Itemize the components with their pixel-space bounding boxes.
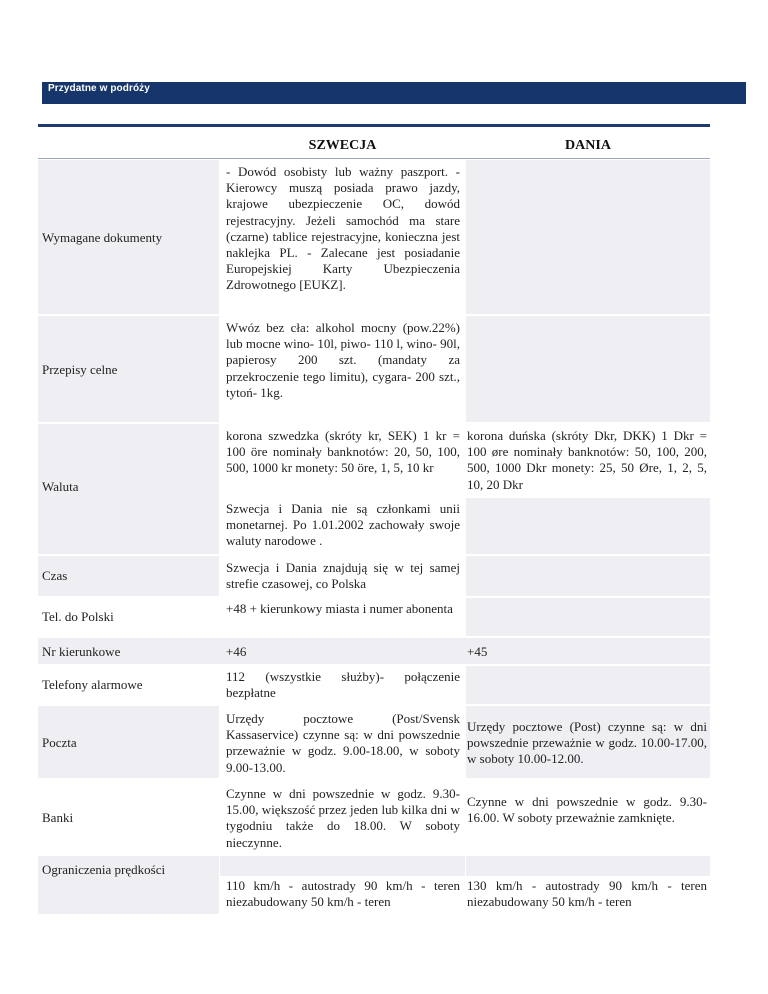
empty-cell xyxy=(466,666,710,704)
row-label-documents: Wymagane dokumenty xyxy=(42,230,163,245)
sweden-dialing-code: +46 xyxy=(226,644,247,659)
sweden-banks: Czynne w dni powszednie w godz. 9.30-15.00, większość przez jeden lub kilka dni w tygodniu także do 18.00. W soboty nieczynne. xyxy=(226,786,460,850)
denmark-dialing-code: +45 xyxy=(467,644,488,659)
row-label-currency: Waluta xyxy=(42,479,79,494)
sweden-post: Urzędy pocztowe (Post/Svensk Kassaservice) czynne są: w dni powszednie przeważnie w godz. 9.00-18.00, w soboty 9.00-13.00. xyxy=(226,711,460,775)
row-label-customs: Przepisy celne xyxy=(42,362,118,377)
column-header-sweden: SZWECJA xyxy=(308,138,377,153)
section-banner xyxy=(42,82,746,104)
currency-note: Szwecja i Dania nie są członkami unii monetarnej. Po 1.01.2002 zachowały swoje waluty narodowe . xyxy=(226,501,460,549)
row-label-banks: Banki xyxy=(42,810,74,825)
row-label-speed-limits: Ograniczenia prędkości xyxy=(42,862,166,877)
empty-cell xyxy=(466,598,710,636)
row-label-dialing-code: Nr kierunkowe xyxy=(42,644,121,659)
header-divider xyxy=(38,158,710,159)
value-cell-top xyxy=(220,856,465,876)
sweden-documents: - Dowód osobisty lub ważny paszport. - Kierowcy muszą posiada prawo jazdy, krajowe ubezpieczenie OC, dowód rejestracyjny. Jeżeli samochód ma stare (czarne) tablice rejestracyjne, konieczna jest naklejka PL. - Zalecane jest posiadanie Europejskiej Karty Ubezpieczenia Zdrowotnego [EUKZ]. xyxy=(226,164,460,293)
column-header-denmark: DANIA xyxy=(565,138,611,153)
value-cell-top xyxy=(466,856,710,876)
row-label-emergency: Telefony alarmowe xyxy=(42,677,143,692)
denmark-speed-limits: 130 km/h - autostrady 90 km/h - teren niezabudowany 50 km/h - teren xyxy=(467,878,707,910)
row-label-time: Czas xyxy=(42,568,68,583)
row-label-post: Poczta xyxy=(42,735,77,750)
empty-cell xyxy=(466,556,710,596)
sweden-speed-limits: 110 km/h - autostrady 90 km/h - teren niezabudowany 50 km/h - teren xyxy=(226,878,460,910)
empty-cell xyxy=(466,316,710,422)
denmark-banks: Czynne w dni powszednie w godz. 9.30-16.00. W soboty przeważnie zamknięte. xyxy=(467,794,707,826)
empty-cell xyxy=(466,498,710,554)
sweden-phone-to-poland: +48 + kierunkowy miasta i numer abonenta xyxy=(226,601,453,616)
denmark-currency: korona duńska (skróty Dkr, DKK) 1 Dkr = 100 øre nominały banknotów: 50, 100, 200, 500, 1000 Dkr monety: 25, 50 Øre, 1, 2, 5, 10, 20 Dkr xyxy=(467,428,707,492)
sweden-emergency: 112 (wszystkie służby)- połączenie bezpłatne xyxy=(226,669,460,701)
empty-cell xyxy=(466,160,710,314)
sweden-currency: korona szwedzka (skróty kr, SEK) 1 kr = 100 öre nominały banknotów: 20, 50, 100, 500, 1000 kr monety: 50 öre, 1, 5, 10 kr xyxy=(226,428,460,476)
banner-title: Przydatne w podróży xyxy=(48,83,150,94)
sweden-time: Szwecja i Dania znajdują się w tej samej strefie czasowej, co Polska xyxy=(226,560,460,592)
table-top-rule xyxy=(38,124,710,127)
denmark-post: Urzędy pocztowe (Post) czynne są: w dni powszednie przeważnie w godz. 10.00-17.00, w soboty 10.00-12.00. xyxy=(467,719,707,767)
sweden-customs: Wwóz bez cła: alkohol mocny (pow.22%) lub mocne wino- 10l, piwo- 110 l, wino- 90l, papierosy 200 szt. (mandaty za przekroczenie tego limitu), cygara- 200 szt., tytoń- 1kg. xyxy=(226,320,460,400)
row-label-phone-to-poland: Tel. do Polski xyxy=(42,609,114,624)
